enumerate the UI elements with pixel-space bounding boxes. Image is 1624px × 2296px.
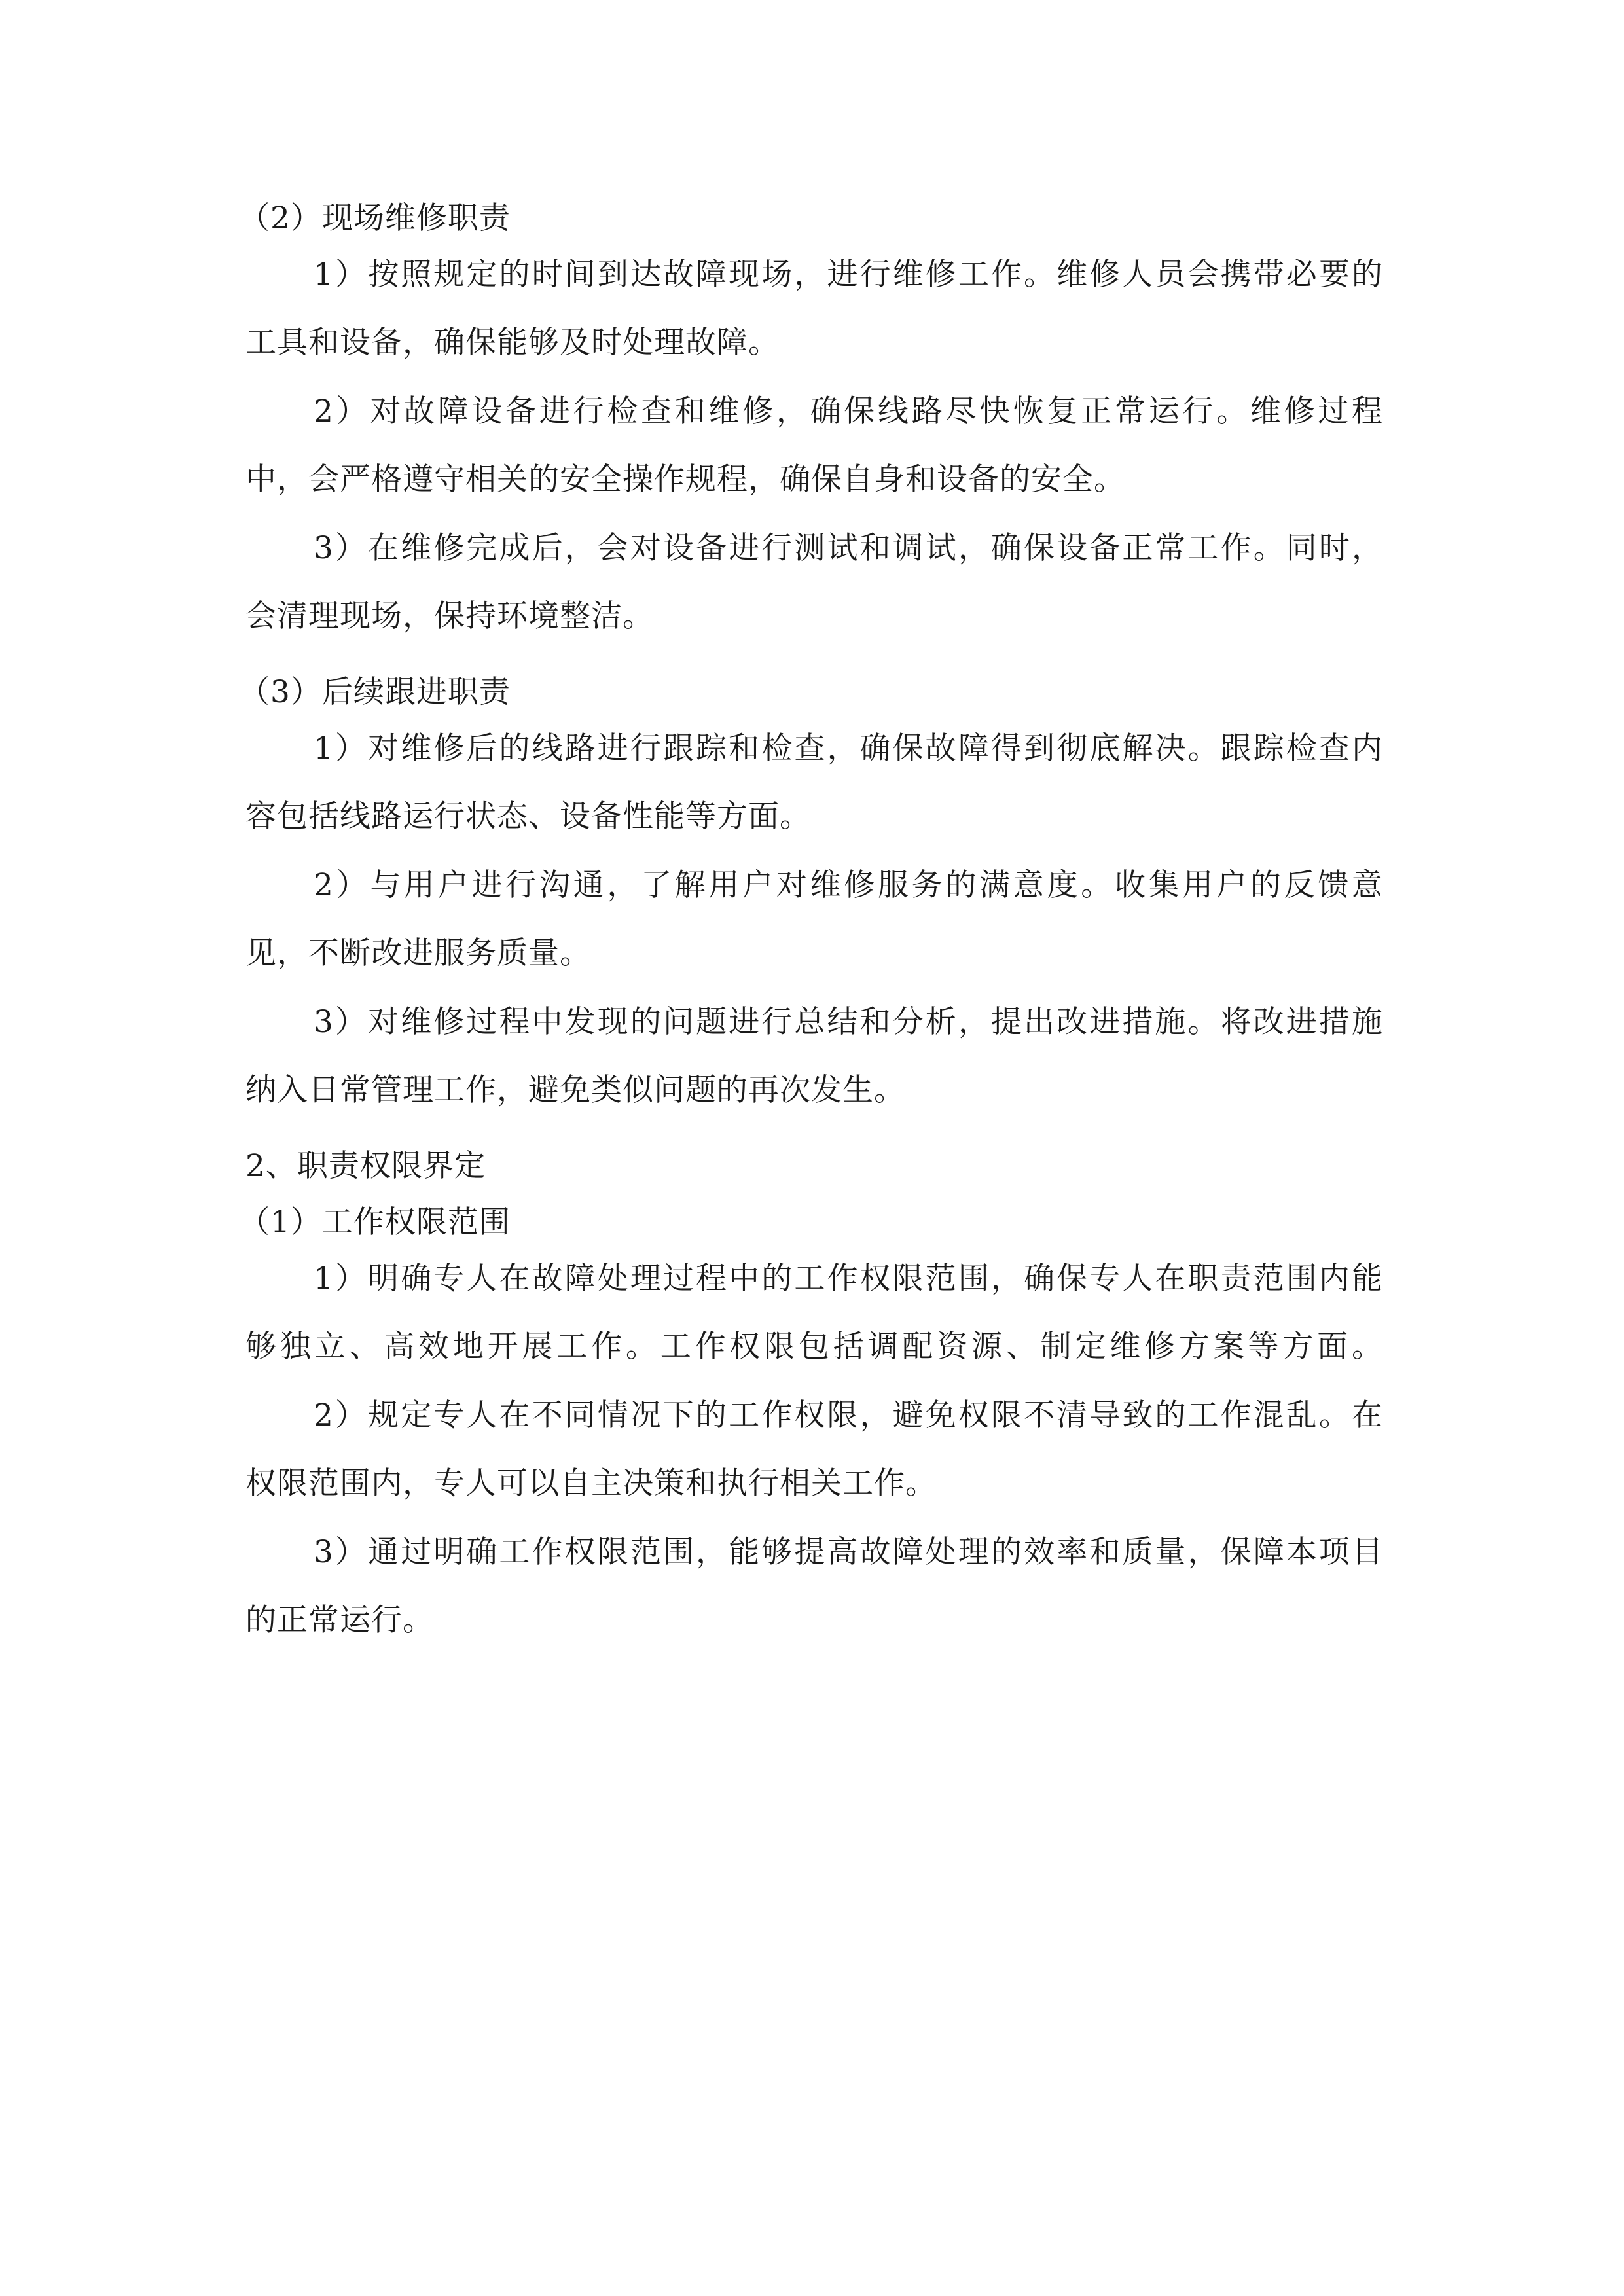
section-heading-onsite-repair: （2）现场维修职责 — [239, 200, 511, 236]
section-heading-work-scope: （1）工作权限范围 — [239, 1204, 511, 1240]
paragraph-scope-1 — [245, 1258, 1383, 1300]
paragraph-line: 够独立、高效地开展工作。工作权限包括调配资源、制定维修方案等方面。 — [245, 1329, 1383, 1365]
paragraph-line: 1）明确专人在故障处理过程中的工作权限范围，确保专人在职责范围内能 — [314, 1261, 1383, 1297]
paragraph-followup-2 — [245, 865, 1383, 906]
paragraph-line: 权限范围内，专人可以自主决策和执行相关工作。 — [245, 1465, 937, 1501]
paragraph-followup-1 — [245, 728, 1383, 770]
paragraph-line: 2）与用户进行沟通，了解用户对维修服务的满意度。收集用户的反馈意 — [314, 867, 1383, 903]
paragraph-line: 3）通过明确工作权限范围，能够提高故障处理的效率和质量，保障本项目 — [314, 1534, 1383, 1570]
paragraph-line: 2）对故障设备进行检查和维修，确保线路尽快恢复正常运行。维修过程 — [314, 393, 1383, 429]
section-heading-authority: 2、职责权限界定 — [245, 1148, 486, 1184]
paragraph-line: 1）对维修后的线路进行跟踪和检查，确保故障得到彻底解决。跟踪检查内 — [314, 730, 1383, 766]
paragraph-scope-2 — [245, 1395, 1383, 1437]
paragraph-line: 3）对维修过程中发现的问题进行总结和分析，提出改进措施。将改进措施 — [314, 1004, 1383, 1040]
paragraph-line: 3）在维修完成后，会对设备进行测试和调试，确保设备正常工作。同时， — [314, 530, 1383, 566]
paragraph-line: 1）按照规定的时间到达故障现场，进行维修工作。维修人员会携带必要的 — [314, 257, 1383, 293]
paragraph-onsite-3 — [245, 528, 1383, 569]
paragraph-onsite-1 — [245, 254, 1383, 296]
paragraph-scope-1b — [245, 1326, 1383, 1368]
paragraph-line: 工具和设备，确保能够及时处理故障。 — [245, 325, 780, 361]
paragraph-scope-3 — [245, 1532, 1383, 1573]
paragraph-line: 2）规定专人在不同情况下的工作权限，避免权限不清导致的工作混乱。在 — [314, 1397, 1383, 1433]
paragraph-line: 容包括线路运行状态、设备性能等方面。 — [245, 798, 811, 834]
paragraph-line: 会清理现场，保持环境整洁。 — [245, 598, 654, 634]
paragraph-onsite-2 — [245, 391, 1383, 433]
paragraph-line: 纳入日常管理工作，避免类似问题的再次发生。 — [245, 1072, 905, 1108]
paragraph-line: 的正常运行。 — [245, 1602, 434, 1638]
paragraph-line: 见，不断改进服务质量。 — [245, 935, 591, 971]
section-heading-follow-up: （3）后续跟进职责 — [239, 674, 511, 710]
paragraph-line: 中，会严格遵守相关的安全操作规程，确保自身和设备的安全。 — [245, 461, 1125, 497]
paragraph-followup-3 — [245, 1001, 1383, 1043]
